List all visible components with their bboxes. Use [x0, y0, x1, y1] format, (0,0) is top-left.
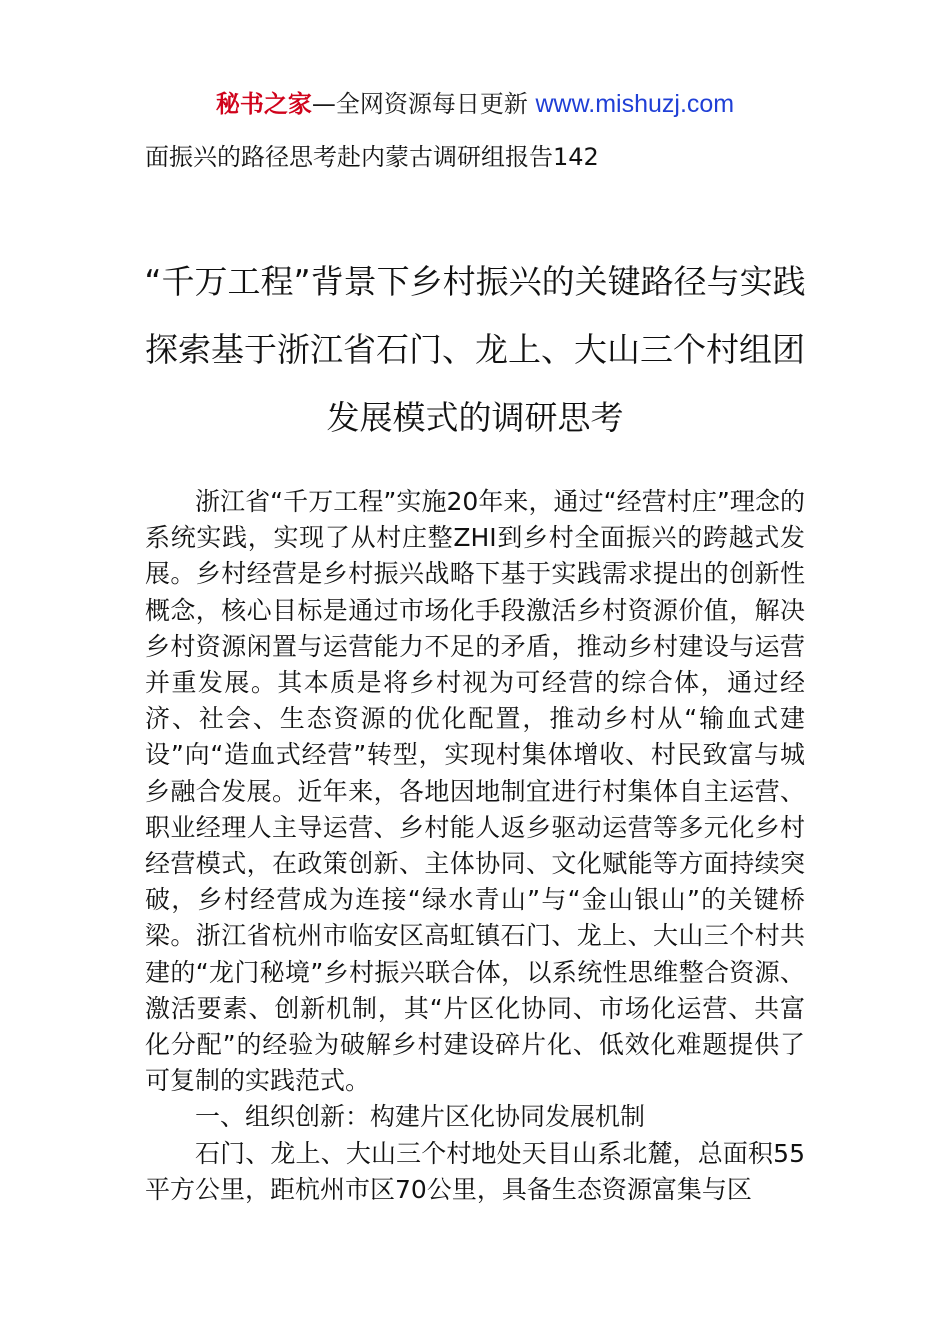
- site-url-link[interactable]: www.mishuzj.com: [535, 90, 735, 118]
- site-brand: 秘书之家: [215, 90, 312, 118]
- header-separator: —: [311, 90, 336, 118]
- section-heading: 一、组织创新：构建片区化协同发展机制: [195, 1102, 646, 1132]
- document-body: [145, 484, 805, 1208]
- site-header: [0, 86, 950, 122]
- body-paragraph: 浙江省“千万工程”实施20年来，通过“经营村庄”理念的系统实践，实现了从村庄整ZHI到乡村全面振兴的跨越式发展。乡村经营是乡村振兴战略下基于实践需求提出的创新性概念，核心目标是通过市场化手段激活乡村资源价值，解决乡村资源闲置与运营能力不足的矛盾，推动乡村建设与运营并重发展。其本质是将乡村视为可经营的综合体，通过经济、社会、生态资源的优化配置，推动乡村从“输血式建设”向“造血式经营”转型，实现村集体增收、村民致富与城乡融合发展。近年来，各地因地制宜进行村集体自主运营、职业经理人主导运营、乡村能人返乡驱动运营等多元化乡村经营模式，在政策创新、主体协同、文化赋能等方面持续突破，乡村经营成为连接“绿水青山”与“金山银山”的关键桥梁。浙江省杭州市临安区高虹镇石门、龙上、大山三个村共建的“龙门秘境”乡村振兴联合体，以系统性思维整合资源、激活要素、创新机制，其“片区化协同、市场化运营、共富化分配”的经验为破解乡村建设碎片化、低效化难题提供了可复制的实践范式。: [145, 487, 805, 1096]
- document-title: “千万工程”背景下乡村振兴的关键路径与实践探索基于浙江省石门、龙上、大山三个村组团发展模式的调研思考: [144, 262, 806, 437]
- site-tagline: 全网资源每日更新: [335, 90, 528, 118]
- section-paragraph: 石门、龙上、大山三个村地处天目山系北麓，总面积55平方公里，距杭州市区70公里，具备生态资源富集与区: [145, 1138, 805, 1204]
- previous-title-fragment: 面振兴的路径思考赴内蒙古调研组报告142: [145, 143, 599, 171]
